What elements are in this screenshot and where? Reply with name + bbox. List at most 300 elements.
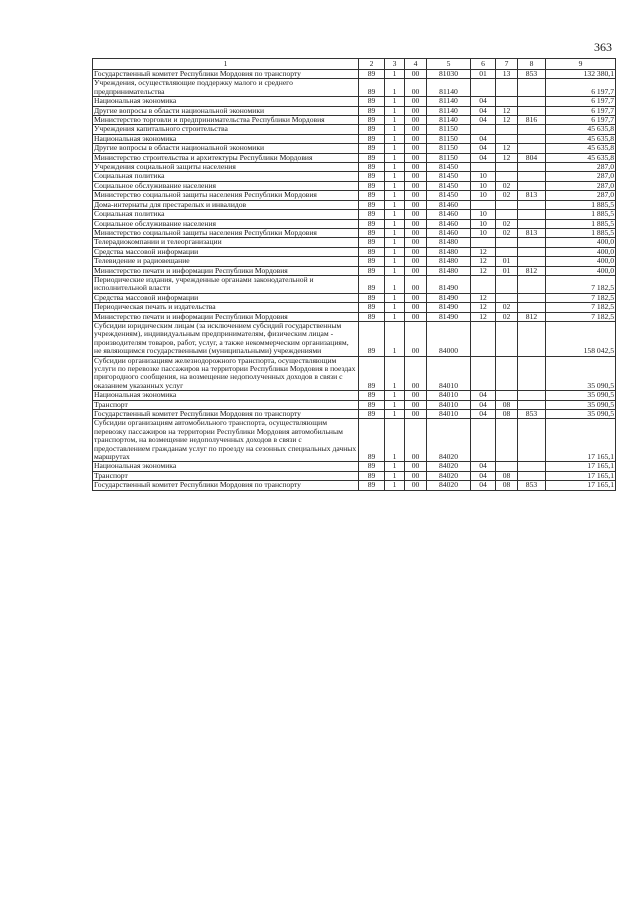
code-5: 84020 <box>427 462 471 471</box>
code-5: 81450 <box>427 191 471 200</box>
code-2: 89 <box>359 257 385 266</box>
code-8 <box>518 303 546 312</box>
code-8 <box>518 79 546 97</box>
code-4: 00 <box>405 257 427 266</box>
amount: 17 165,1 <box>546 462 616 471</box>
code-5: 84010 <box>427 356 471 391</box>
code-3: 1 <box>385 356 405 391</box>
code-3: 1 <box>385 321 405 356</box>
code-4: 00 <box>405 153 427 162</box>
table-row <box>93 462 616 471</box>
code-5: 84010 <box>427 410 471 419</box>
code-8: 853 <box>518 410 546 419</box>
code-2: 89 <box>359 293 385 302</box>
code-3: 1 <box>385 410 405 419</box>
code-3: 1 <box>385 79 405 97</box>
code-2: 89 <box>359 481 385 490</box>
row-name: Национальная экономика <box>93 391 359 400</box>
code-3: 1 <box>385 153 405 162</box>
row-name: Министерство печати и информации Республики Мордовия <box>93 312 359 321</box>
code-2: 89 <box>359 134 385 143</box>
code-6 <box>471 356 496 391</box>
amount: 1 885,5 <box>546 200 616 209</box>
code-5: 81140 <box>427 79 471 97</box>
code-3: 1 <box>385 238 405 247</box>
code-6: 04 <box>471 97 496 106</box>
code-2: 89 <box>359 144 385 153</box>
code-3: 1 <box>385 106 405 115</box>
table-row <box>93 321 616 356</box>
code-7 <box>496 462 518 471</box>
code-3: 1 <box>385 275 405 293</box>
code-4: 00 <box>405 356 427 391</box>
code-7 <box>496 172 518 181</box>
amount: 1 885,5 <box>546 228 616 237</box>
table-row <box>93 219 616 228</box>
code-6: 04 <box>471 391 496 400</box>
table-row <box>93 163 616 172</box>
code-4: 00 <box>405 312 427 321</box>
row-name: Транспорт <box>93 400 359 409</box>
table-row <box>93 172 616 181</box>
code-2: 89 <box>359 106 385 115</box>
code-6: 12 <box>471 266 496 275</box>
code-6: 12 <box>471 293 496 302</box>
code-5: 81450 <box>427 181 471 190</box>
code-4: 00 <box>405 144 427 153</box>
code-4: 00 <box>405 266 427 275</box>
amount: 35 090,5 <box>546 410 616 419</box>
code-4: 00 <box>405 79 427 97</box>
code-3: 1 <box>385 144 405 153</box>
code-6 <box>471 321 496 356</box>
code-3: 1 <box>385 400 405 409</box>
code-2: 89 <box>359 191 385 200</box>
amount: 158 042,5 <box>546 321 616 356</box>
code-3: 1 <box>385 228 405 237</box>
amount: 6 197,7 <box>546 97 616 106</box>
amount: 287,0 <box>546 172 616 181</box>
code-3: 1 <box>385 471 405 480</box>
code-6: 04 <box>471 116 496 125</box>
code-8 <box>518 257 546 266</box>
column-header: 7 <box>496 59 518 70</box>
code-7 <box>496 275 518 293</box>
code-6: 04 <box>471 481 496 490</box>
row-name: Министерство торговли и предпринимательства Республики Мордовия <box>93 116 359 125</box>
row-name: Национальная экономика <box>93 462 359 471</box>
code-4: 00 <box>405 172 427 181</box>
code-7: 02 <box>496 191 518 200</box>
code-2: 89 <box>359 200 385 209</box>
code-5: 81030 <box>427 70 471 79</box>
column-header: 3 <box>385 59 405 70</box>
code-6: 12 <box>471 312 496 321</box>
code-2: 89 <box>359 356 385 391</box>
code-7: 02 <box>496 303 518 312</box>
amount: 35 090,5 <box>546 356 616 391</box>
code-3: 1 <box>385 97 405 106</box>
code-3: 1 <box>385 134 405 143</box>
amount: 45 635,8 <box>546 125 616 134</box>
code-5: 84010 <box>427 391 471 400</box>
code-3: 1 <box>385 70 405 79</box>
table-row <box>93 144 616 153</box>
code-5: 81150 <box>427 144 471 153</box>
code-4: 00 <box>405 293 427 302</box>
table-row <box>93 200 616 209</box>
code-6 <box>471 79 496 97</box>
code-2: 89 <box>359 410 385 419</box>
column-header: 6 <box>471 59 496 70</box>
code-8 <box>518 462 546 471</box>
row-name: Социальная политика <box>93 210 359 219</box>
code-5: 81460 <box>427 219 471 228</box>
code-5: 81150 <box>427 134 471 143</box>
code-4: 00 <box>405 275 427 293</box>
code-6: 12 <box>471 303 496 312</box>
row-name: Учреждения, осуществляющие поддержку малого и среднего предпринимательства <box>93 79 359 97</box>
table-body <box>93 70 616 491</box>
code-5: 81480 <box>427 266 471 275</box>
code-7 <box>496 163 518 172</box>
code-5: 81460 <box>427 200 471 209</box>
code-7: 02 <box>496 181 518 190</box>
code-5: 81460 <box>427 228 471 237</box>
code-4: 00 <box>405 391 427 400</box>
amount: 1 885,5 <box>546 219 616 228</box>
code-2: 89 <box>359 219 385 228</box>
code-6: 04 <box>471 144 496 153</box>
amount: 35 090,5 <box>546 400 616 409</box>
column-header: 4 <box>405 59 427 70</box>
amount: 400,0 <box>546 257 616 266</box>
code-6: 01 <box>471 70 496 79</box>
code-8 <box>518 144 546 153</box>
code-5: 81140 <box>427 106 471 115</box>
code-3: 1 <box>385 303 405 312</box>
code-7: 08 <box>496 410 518 419</box>
amount: 287,0 <box>546 191 616 200</box>
amount: 400,0 <box>546 247 616 256</box>
table-row <box>93 303 616 312</box>
column-header: 5 <box>427 59 471 70</box>
amount: 287,0 <box>546 181 616 190</box>
code-3: 1 <box>385 172 405 181</box>
code-8 <box>518 97 546 106</box>
code-3: 1 <box>385 191 405 200</box>
code-2: 89 <box>359 70 385 79</box>
amount: 400,0 <box>546 266 616 275</box>
code-7 <box>496 125 518 134</box>
row-name: Социальное обслуживание населения <box>93 219 359 228</box>
code-6: 04 <box>471 134 496 143</box>
row-name: Другие вопросы в области национальной экономики <box>93 144 359 153</box>
amount: 35 090,5 <box>546 391 616 400</box>
code-6: 04 <box>471 410 496 419</box>
code-5: 84010 <box>427 400 471 409</box>
code-7 <box>496 391 518 400</box>
code-7: 12 <box>496 116 518 125</box>
code-8: 853 <box>518 70 546 79</box>
row-name: Периодическая печать и издательства <box>93 303 359 312</box>
code-3: 1 <box>385 181 405 190</box>
code-2: 89 <box>359 163 385 172</box>
code-4: 00 <box>405 410 427 419</box>
row-name: Министерство социальной защиты населения Республики Мордовия <box>93 228 359 237</box>
code-5: 81490 <box>427 312 471 321</box>
code-8: 816 <box>518 116 546 125</box>
code-5: 81140 <box>427 97 471 106</box>
code-3: 1 <box>385 266 405 275</box>
code-6: 04 <box>471 462 496 471</box>
code-2: 89 <box>359 303 385 312</box>
table-row <box>93 481 616 490</box>
code-7: 01 <box>496 266 518 275</box>
code-6: 04 <box>471 153 496 162</box>
code-5: 81480 <box>427 257 471 266</box>
code-6: 12 <box>471 247 496 256</box>
code-4: 00 <box>405 238 427 247</box>
code-4: 00 <box>405 303 427 312</box>
code-8 <box>518 219 546 228</box>
amount: 132 380,1 <box>546 70 616 79</box>
code-2: 89 <box>359 275 385 293</box>
amount: 6 197,7 <box>546 116 616 125</box>
amount: 7 182,5 <box>546 312 616 321</box>
code-6: 10 <box>471 181 496 190</box>
code-7 <box>496 210 518 219</box>
column-header: 2 <box>359 59 385 70</box>
amount: 45 635,8 <box>546 134 616 143</box>
code-7: 12 <box>496 153 518 162</box>
table-row <box>93 356 616 391</box>
row-name: Министерство социальной защиты населения Республики Мордовия <box>93 191 359 200</box>
code-5: 81450 <box>427 163 471 172</box>
row-name: Транспорт <box>93 471 359 480</box>
code-6 <box>471 419 496 462</box>
code-8: 812 <box>518 266 546 275</box>
row-name: Учреждения социальной защиты населения <box>93 163 359 172</box>
code-4: 00 <box>405 106 427 115</box>
table-row <box>93 391 616 400</box>
column-header: 1 <box>93 59 359 70</box>
amount: 287,0 <box>546 163 616 172</box>
code-2: 89 <box>359 97 385 106</box>
code-7 <box>496 79 518 97</box>
amount: 7 182,5 <box>546 275 616 293</box>
code-7: 12 <box>496 144 518 153</box>
code-3: 1 <box>385 391 405 400</box>
row-name: Телерадиокомпании и телеорганизации <box>93 238 359 247</box>
code-8 <box>518 247 546 256</box>
code-8 <box>518 210 546 219</box>
code-4: 00 <box>405 116 427 125</box>
code-3: 1 <box>385 247 405 256</box>
code-3: 1 <box>385 293 405 302</box>
code-6 <box>471 125 496 134</box>
row-name: Министерство строительства и архитектуры Республики Мордовия <box>93 153 359 162</box>
code-4: 00 <box>405 419 427 462</box>
table-header-row <box>93 59 616 70</box>
table-row <box>93 275 616 293</box>
table-row <box>93 419 616 462</box>
amount: 45 635,8 <box>546 153 616 162</box>
amount: 17 165,1 <box>546 481 616 490</box>
table-row <box>93 97 616 106</box>
row-name: Дома-интернаты для престарелых и инвалидов <box>93 200 359 209</box>
code-4: 00 <box>405 321 427 356</box>
code-5: 84020 <box>427 471 471 480</box>
code-4: 00 <box>405 247 427 256</box>
code-2: 89 <box>359 391 385 400</box>
code-5: 81480 <box>427 238 471 247</box>
code-2: 89 <box>359 321 385 356</box>
code-8: 812 <box>518 312 546 321</box>
code-3: 1 <box>385 116 405 125</box>
row-name: Субсидии юридическим лицам (за исключением субсидий государственным учреждениям), индивидуальным предпринимателям, физическим лицам - производителям товаров, работ, услуг, а также некоммерческим организациям, не являющимся государственными (муниципальными) учреждениями <box>93 321 359 356</box>
code-8 <box>518 275 546 293</box>
table-row <box>93 191 616 200</box>
amount: 6 197,7 <box>546 79 616 97</box>
code-7 <box>496 419 518 462</box>
code-6: 04 <box>471 471 496 480</box>
code-4: 00 <box>405 228 427 237</box>
code-2: 89 <box>359 419 385 462</box>
code-2: 89 <box>359 228 385 237</box>
row-name: Социальное обслуживание населения <box>93 181 359 190</box>
code-6: 10 <box>471 210 496 219</box>
code-4: 00 <box>405 125 427 134</box>
code-4: 00 <box>405 481 427 490</box>
code-6: 10 <box>471 172 496 181</box>
code-6 <box>471 275 496 293</box>
code-6 <box>471 238 496 247</box>
amount: 17 165,1 <box>546 419 616 462</box>
code-8 <box>518 200 546 209</box>
code-2: 89 <box>359 312 385 321</box>
code-5: 84020 <box>427 419 471 462</box>
amount: 17 165,1 <box>546 471 616 480</box>
row-name: Государственный комитет Республики Мордовия по транспорту <box>93 70 359 79</box>
table-row <box>93 210 616 219</box>
code-7 <box>496 321 518 356</box>
code-6: 10 <box>471 228 496 237</box>
code-8 <box>518 134 546 143</box>
code-3: 1 <box>385 219 405 228</box>
amount: 6 197,7 <box>546 106 616 115</box>
code-5: 81150 <box>427 125 471 134</box>
code-7: 13 <box>496 70 518 79</box>
code-5: 81480 <box>427 247 471 256</box>
code-7: 08 <box>496 471 518 480</box>
code-6: 04 <box>471 400 496 409</box>
code-5: 81140 <box>427 116 471 125</box>
code-2: 89 <box>359 266 385 275</box>
code-6: 10 <box>471 219 496 228</box>
code-8 <box>518 419 546 462</box>
code-3: 1 <box>385 312 405 321</box>
row-name: Социальная политика <box>93 172 359 181</box>
table-row <box>93 257 616 266</box>
code-5: 81490 <box>427 275 471 293</box>
row-name: Министерство печати и информации Республики Мордовия <box>93 266 359 275</box>
row-name: Государственный комитет Республики Мордовия по транспорту <box>93 481 359 490</box>
code-8: 813 <box>518 228 546 237</box>
code-2: 89 <box>359 400 385 409</box>
code-8 <box>518 238 546 247</box>
code-2: 89 <box>359 181 385 190</box>
code-8 <box>518 321 546 356</box>
code-7: 08 <box>496 481 518 490</box>
code-4: 00 <box>405 134 427 143</box>
code-7 <box>496 200 518 209</box>
code-6: 12 <box>471 257 496 266</box>
code-8 <box>518 125 546 134</box>
code-7 <box>496 356 518 391</box>
code-3: 1 <box>385 210 405 219</box>
code-8 <box>518 172 546 181</box>
code-4: 00 <box>405 163 427 172</box>
amount: 45 635,8 <box>546 144 616 153</box>
code-2: 89 <box>359 79 385 97</box>
code-2: 89 <box>359 247 385 256</box>
code-5: 84020 <box>427 481 471 490</box>
code-2: 89 <box>359 471 385 480</box>
budget-table <box>92 58 616 491</box>
amount: 400,0 <box>546 238 616 247</box>
code-2: 89 <box>359 153 385 162</box>
code-4: 00 <box>405 181 427 190</box>
row-name: Национальная экономика <box>93 134 359 143</box>
code-5: 84000 <box>427 321 471 356</box>
code-7: 02 <box>496 228 518 237</box>
code-3: 1 <box>385 125 405 134</box>
row-name: Субсидии организациям железнодорожного транспорта, осуществляющим услуги по перевозке пассажиров на территории Республики Мордовия в поездах пригородного сообщения, на возмещение недополученных доходов в связи с оказанием указанных услуг <box>93 356 359 391</box>
code-5: 81450 <box>427 172 471 181</box>
code-8: 804 <box>518 153 546 162</box>
code-8 <box>518 293 546 302</box>
amount: 7 182,5 <box>546 303 616 312</box>
code-2: 89 <box>359 125 385 134</box>
code-8: 853 <box>518 481 546 490</box>
row-name: Средства массовой информации <box>93 293 359 302</box>
code-7: 02 <box>496 312 518 321</box>
code-4: 00 <box>405 70 427 79</box>
code-4: 00 <box>405 191 427 200</box>
code-8: 813 <box>518 191 546 200</box>
code-8 <box>518 163 546 172</box>
code-7: 02 <box>496 219 518 228</box>
code-3: 1 <box>385 200 405 209</box>
row-name: Национальная экономика <box>93 97 359 106</box>
code-4: 00 <box>405 462 427 471</box>
code-5: 81150 <box>427 153 471 162</box>
code-3: 1 <box>385 462 405 471</box>
code-3: 1 <box>385 481 405 490</box>
code-5: 81490 <box>427 303 471 312</box>
code-2: 89 <box>359 238 385 247</box>
code-4: 00 <box>405 210 427 219</box>
code-7: 01 <box>496 257 518 266</box>
code-4: 00 <box>405 200 427 209</box>
row-name: Субсидии организациям автомобильного транспорта, осуществляющим перевозку пассажиров на территории Республики Мордовия автомобильным транспортом, на возмещение недополученных доходов в связи с предоставлением гражданам услуг по проезду на сезонных специальных дачных маршрутах <box>93 419 359 462</box>
page-number: 363 <box>594 40 612 54</box>
code-4: 00 <box>405 97 427 106</box>
code-7: 12 <box>496 106 518 115</box>
code-2: 89 <box>359 462 385 471</box>
code-2: 89 <box>359 116 385 125</box>
